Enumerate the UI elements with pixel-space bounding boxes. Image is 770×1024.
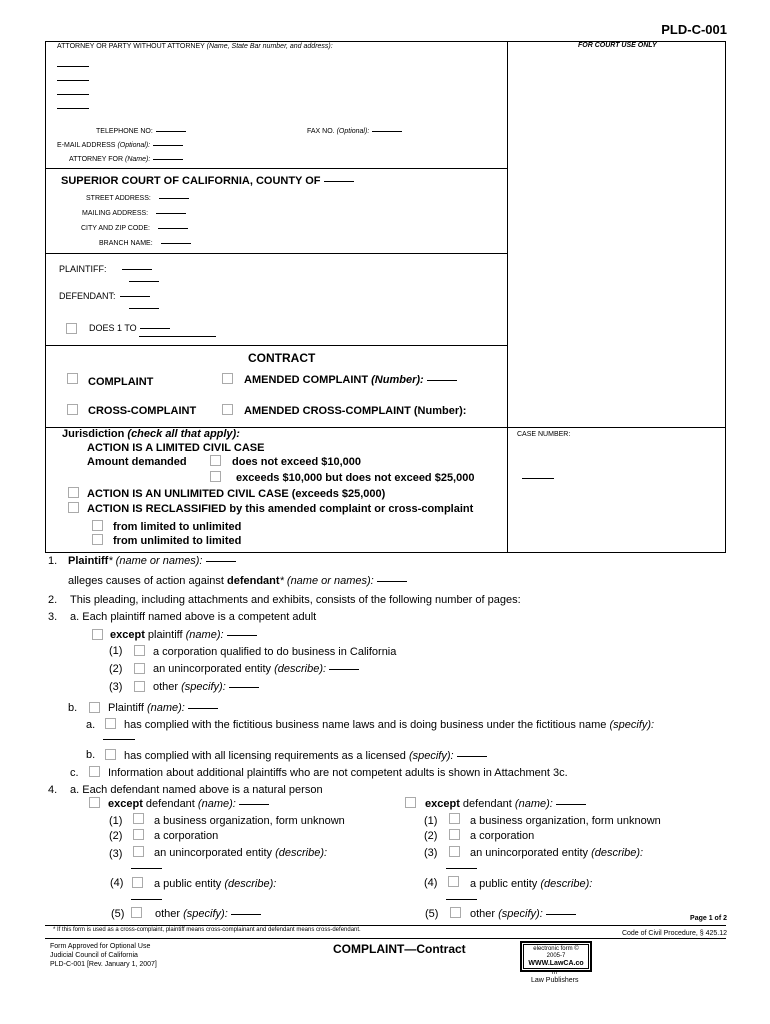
amended-complaint-checkbox[interactable] [222,373,233,384]
attorney-line-3[interactable] [57,94,89,95]
item-4a2-right-label: a corporation [470,830,535,842]
item-4a3-right-checkbox[interactable] [449,846,460,857]
complaint-checkbox[interactable] [67,373,78,384]
item-3-number: 3. [48,611,58,623]
item-3ba-checkbox[interactable] [105,718,116,729]
item-4a-except-right-checkbox[interactable] [405,797,416,808]
item-4a1-left-label: a business organization, form unknown [154,815,345,827]
plaintiff-field[interactable]: PLAINTIFF: [59,264,152,274]
lim-to-unlim-checkbox[interactable] [92,520,103,531]
court-title: SUPERIOR COURT OF CALIFORNIA, COUNTY OF [61,175,354,187]
item-4a2-right-checkbox[interactable] [449,829,460,840]
reclassified-checkbox[interactable] [68,502,79,513]
branch-name-field[interactable]: BRANCH NAME: [99,240,191,247]
item-3bb-checkbox[interactable] [105,749,116,760]
item-3a3-label[interactable]: other (specify): [153,681,259,693]
item-4a4-left-checkbox[interactable] [132,877,143,888]
unlim-to-lim-label: from unlimited to limited [113,535,242,547]
does-checkbox[interactable] [66,323,77,334]
fax-field[interactable]: FAX NO. (Optional): [307,128,402,135]
case-number-field[interactable] [522,478,554,479]
unlim-to-lim-checkbox[interactable] [92,534,103,545]
item-4a2-left-label: a corporation [154,830,219,842]
item-4a1-right-checkbox[interactable] [449,813,460,824]
item-3b-letter: b. [68,702,78,714]
court-use-label: FOR COURT USE ONLY [578,42,657,49]
code-reference: Code of Civil Procedure, § 425.12 [621,930,727,937]
item-4a: a. Each defendant named above is a natural person [70,784,323,796]
item-3a1-checkbox[interactable] [134,645,145,656]
reclassified-label: ACTION IS RECLASSIFIED by this amended complaint or cross-complaint [87,503,474,515]
court-use-divider [507,41,508,553]
item-4a4-right-label[interactable]: a public entity (describe): [470,878,593,890]
amount-label: Amount demanded [87,456,187,468]
not-exceed-checkbox[interactable] [210,455,221,466]
not-exceed-label: does not exceed $10,000 [232,456,362,468]
publisher-label: Law Publishers [531,977,579,984]
complaint-label: COMPLAINT [88,376,154,388]
unlimited-checkbox[interactable] [68,487,79,498]
item-4-number: 4. [48,784,58,796]
footnote: * If this form is used as a cross-complaint, plaintiff means cross-complainant and defendant means cross-defendant. [53,927,361,933]
cross-complaint-label: CROSS-COMPLAINT [88,405,197,417]
item-4a-except-left-checkbox[interactable] [89,797,100,808]
form-approval: Form Approved for Optional Use Judicial Council of California PLD-C-001 [Rev. January 1, 2007] [50,943,157,968]
item-4a3-right-label[interactable]: an unincorporated entity (describe): [470,847,644,859]
item-3c-checkbox[interactable] [89,766,100,777]
item-3a-except[interactable]: except plaintiff (name): [110,629,257,641]
item-2-number: 2. [48,594,58,606]
footer-title: COMPLAINT—Contract [333,942,466,956]
attorney-line-4[interactable] [57,108,89,109]
item-4a1-left-checkbox[interactable] [133,813,144,824]
item-3b-checkbox[interactable] [89,702,100,713]
exceeds-label: exceeds $10,000 but does not exceed $25,000 [236,472,475,484]
item-3a2-checkbox[interactable] [134,663,145,674]
item-4a1-right-label: a business organization, form unknown [470,815,661,827]
item-3ba-label[interactable]: has complied with the fictitious business name laws and is doing business under the fictitious name (specify): [124,719,655,731]
item-3a: a. Each plaintiff named above is a competent adult [70,611,317,623]
amended-cross-checkbox[interactable] [222,404,233,415]
mailing-address-field[interactable]: MAILING ADDRESS: [82,210,186,217]
item-4a-except-right[interactable]: except defendant (name): [425,798,586,810]
item-4a3-left-checkbox[interactable] [133,846,144,857]
item-3a1-label: a corporation qualified to do business in California [153,646,397,658]
email-field[interactable]: E-MAIL ADDRESS (Optional): [57,142,183,149]
item-1-alleges[interactable]: alleges causes of action against defendant* (name or names): [68,575,407,587]
jurisdiction-title: Jurisdiction (check all that apply): [62,428,240,440]
item-3a-except-checkbox[interactable] [92,629,103,640]
item-1-plaintiff[interactable]: Plaintiff* (name or names): [68,555,236,567]
defendant-field[interactable]: DEFENDANT: [59,291,150,301]
item-3a3-checkbox[interactable] [134,681,145,692]
form-number: PLD-C-001 [661,22,727,37]
item-4a5-left-label[interactable]: other (specify): [155,908,261,920]
item-4a4-left-label[interactable]: a public entity (describe): [154,878,277,890]
attorney-line-2[interactable] [57,80,89,81]
page-number: Page 1 of 2 [690,915,727,922]
does-field[interactable]: DOES 1 TO [89,323,170,333]
electronic-form-stamp: electronic form © 2005-7 WWW.LawCA.co [520,941,592,972]
item-4a2-left-checkbox[interactable] [133,829,144,840]
attorney-line-1[interactable] [57,66,89,67]
item-3a2-label[interactable]: an unincorporated entity (describe): [153,663,359,675]
amended-complaint-label: AMENDED COMPLAINT (Number): [244,374,457,386]
attorney-label: ATTORNEY OR PARTY WITHOUT ATTORNEY (Name, State Bar number, and address): [57,43,333,50]
city-zip-field[interactable]: CITY AND ZIP CODE: [81,225,188,232]
item-3bb-label[interactable]: has complied with all licensing requirements as a licensed (specify): [124,750,487,762]
item-4a-except-left[interactable]: except defendant (name): [108,798,269,810]
item-2-pages: This pleading, including attachments and exhibits, consists of the following number of pages: [70,594,521,606]
item-4a5-right-checkbox[interactable] [450,907,461,918]
item-4a5-left-checkbox[interactable] [131,907,142,918]
lim-to-unlim-label: from limited to unlimited [113,521,242,533]
unlimited-label: ACTION IS AN UNLIMITED CIVIL CASE (exceeds $25,000) [87,488,386,500]
item-4a3-left-label[interactable]: an unincorporated entity (describe): [154,847,328,859]
limited-label: ACTION IS A LIMITED CIVIL CASE [87,442,265,454]
item-3b-plaintiff[interactable]: Plaintiff (name): [108,702,218,714]
amended-cross-label: AMENDED CROSS-COMPLAINT (Number): [244,405,467,417]
case-number-label: CASE NUMBER: [517,431,571,438]
item-3c-label: Information about additional plaintiffs who are not competent adults is shown in Attachment 3c. [108,767,568,779]
item-1-number: 1. [48,555,58,567]
exceeds-checkbox[interactable] [210,471,221,482]
item-4a4-right-checkbox[interactable] [448,876,459,887]
attorney-for-field[interactable]: ATTORNEY FOR (Name): [69,156,183,163]
cross-complaint-checkbox[interactable] [67,404,78,415]
street-address-field[interactable]: STREET ADDRESS: [86,195,189,202]
telephone-field[interactable]: TELEPHONE NO: [96,128,186,135]
contract-title: CONTRACT [248,351,316,365]
item-4a5-right-label[interactable]: other (specify): [470,908,576,920]
